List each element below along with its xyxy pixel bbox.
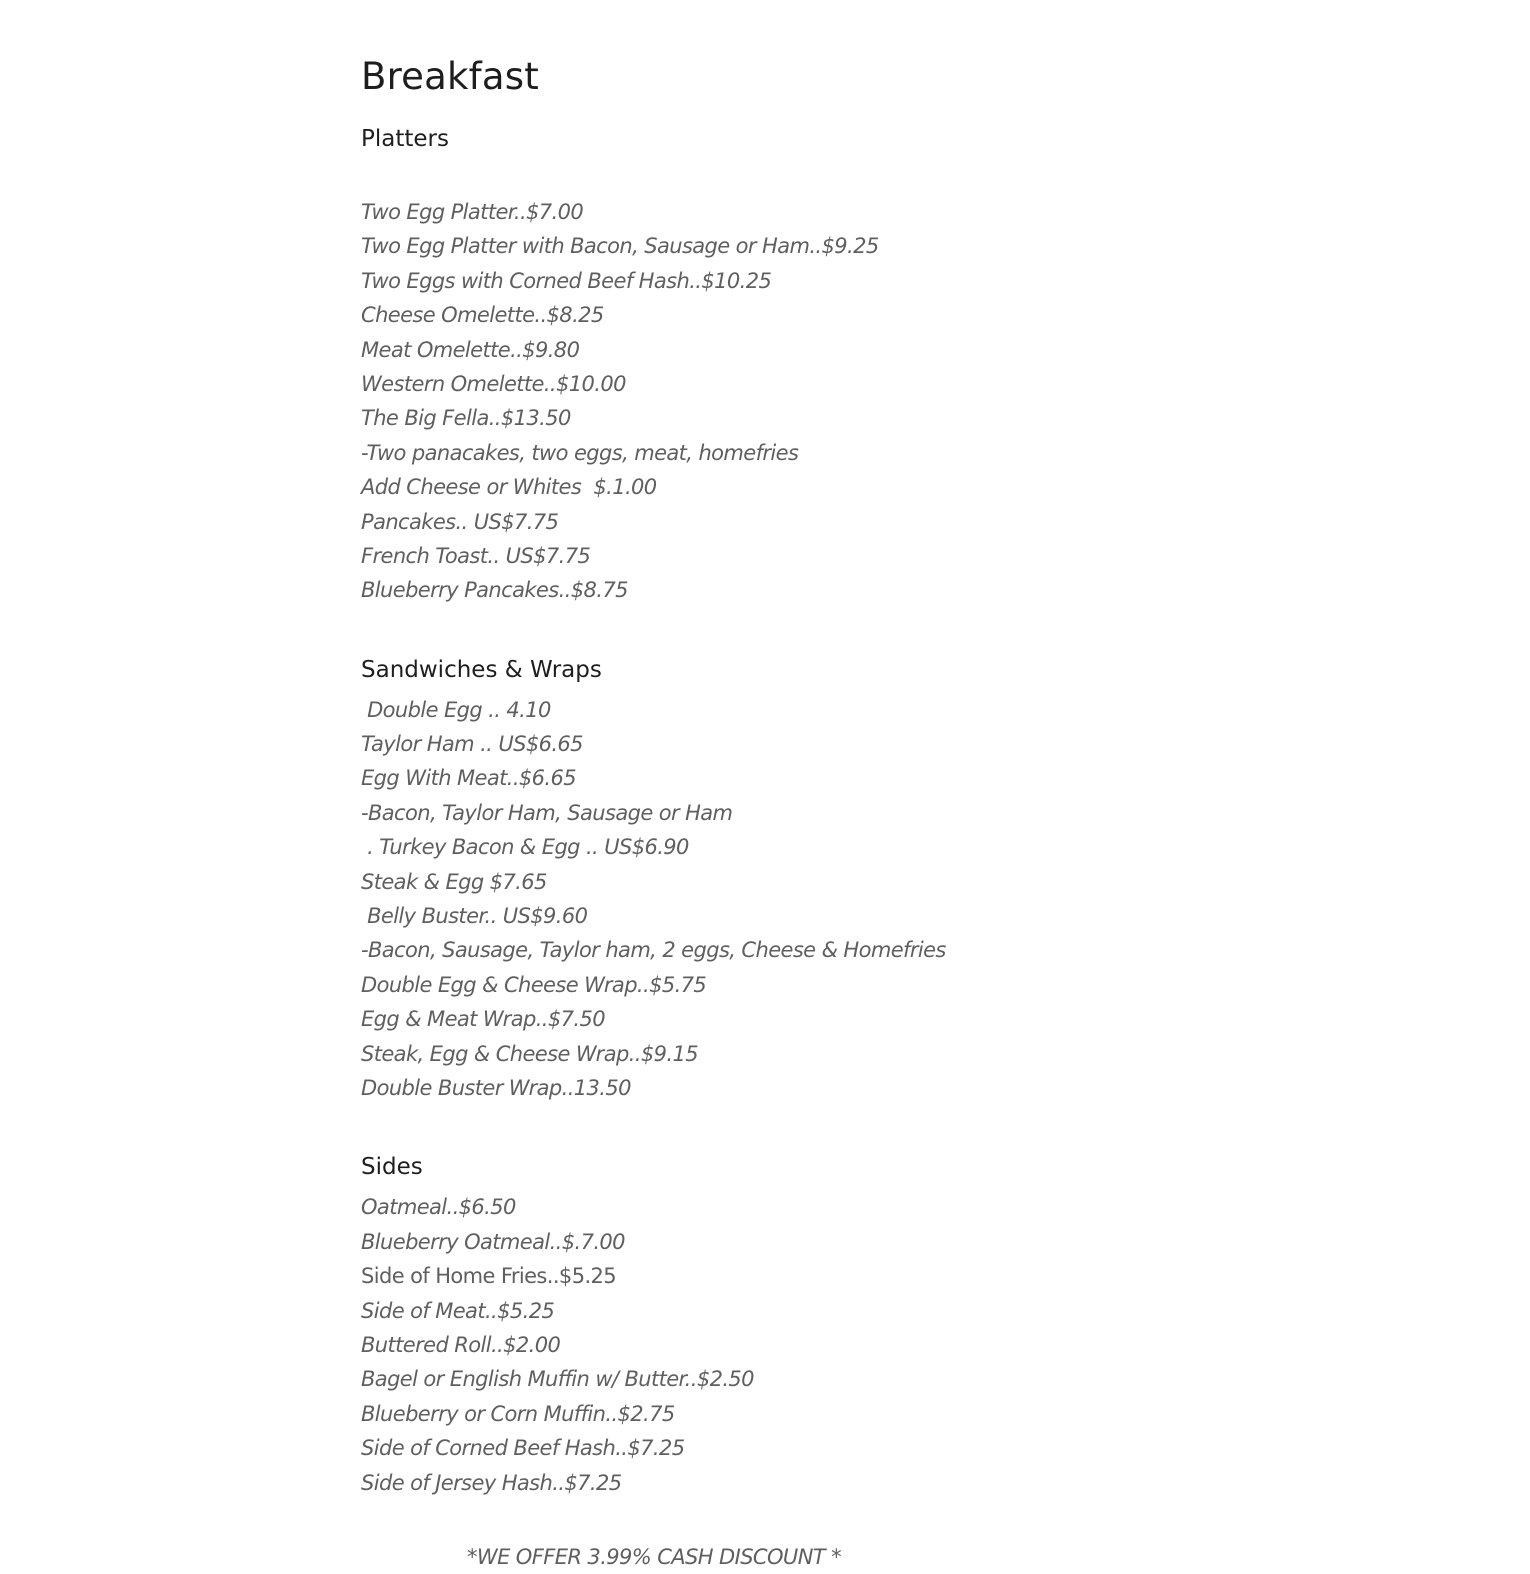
sides-section [361, 1150, 1361, 1500]
menu-item: Pancakes.. US$7.75 [361, 509, 559, 534]
menu-item: Two Egg Platter..$7.00 [361, 200, 584, 224]
menu-item: Side of Corned Beef Hash..$7.25 [361, 1436, 685, 1461]
menu-item: Steak & Egg $7.65 [361, 869, 547, 894]
menu-item: Buttered Roll..$2.00 [361, 1332, 561, 1357]
menu-item: Double Buster Wrap..13.50 [361, 1075, 631, 1100]
platters-section [361, 122, 1361, 608]
cash-discount-note: *WE OFFER 3.99% CASH DISCOUNT * [467, 1544, 842, 1569]
menu-item: Meat Omelette..$9.80 [361, 337, 580, 362]
sandwiches-wraps-section [361, 653, 1361, 1106]
menu-item: Western Omelette..$10.00 [361, 371, 626, 396]
platters-heading: Platters [361, 126, 449, 152]
menu-item: Side of Meat..$5.25 [361, 1298, 555, 1323]
menu-item: Steak, Egg & Cheese Wrap..$9.15 [361, 1041, 698, 1066]
menu-item: Blueberry Pancakes..$8.75 [361, 578, 628, 603]
menu-item: Cheese Omelette..$8.25 [361, 303, 604, 328]
menu-item: Double Egg & Cheese Wrap..$5.75 [361, 972, 707, 997]
menu-title: Breakfast [361, 55, 539, 98]
menu-item: Add Cheese or Whites $.1.00 [361, 475, 657, 500]
menu-item: Double Egg .. 4.10 [361, 697, 551, 722]
menu-item: Side of Home Fries..$5.25 [361, 1264, 617, 1289]
sandwiches-wraps-list [361, 693, 1361, 1106]
breakfast-menu [361, 52, 1361, 1574]
menu-item: Blueberry or Corn Muffin..$2.75 [361, 1401, 675, 1426]
menu-item: French Toast.. US$7.75 [361, 543, 591, 568]
menu-item-description: -Two panacakes, two eggs, meat, homefries [361, 440, 799, 465]
menu-item: Bagel or English Muffin w/ Butter..$2.50 [361, 1367, 754, 1392]
menu-item: Two Eggs with Corned Beef Hash..$10.25 [361, 268, 772, 293]
menu-item: Oatmeal..$6.50 [361, 1195, 516, 1220]
sandwiches-wraps-heading: Sandwiches & Wraps [361, 656, 602, 683]
menu-item-description: -Bacon, Sausage, Taylor ham, 2 eggs, Cheese & Homefries [361, 938, 946, 963]
menu-item: Belly Buster.. US$9.60 [361, 904, 588, 929]
sides-heading: Sides [361, 1154, 423, 1181]
menu-item: The Big Fella..$13.50 [361, 406, 571, 431]
menu-item-description: -Bacon, Taylor Ham, Sausage or Ham [361, 800, 733, 825]
menu-item: . Turkey Bacon & Egg .. US$6.90 [361, 835, 689, 860]
menu-item: Egg & Meat Wrap..$7.50 [361, 1007, 605, 1032]
menu-item: Two Egg Platter with Bacon, Sausage or Ham..$9.25 [361, 234, 879, 259]
platters-list [361, 195, 1361, 608]
menu-item: Blueberry Oatmeal..$.7.00 [361, 1229, 625, 1254]
menu-item: Side of Jersey Hash..$7.25 [361, 1470, 622, 1495]
sides-list [361, 1190, 1361, 1500]
menu-item: Egg With Meat..$6.65 [361, 766, 577, 791]
menu-item: Taylor Ham .. US$6.65 [361, 732, 583, 757]
